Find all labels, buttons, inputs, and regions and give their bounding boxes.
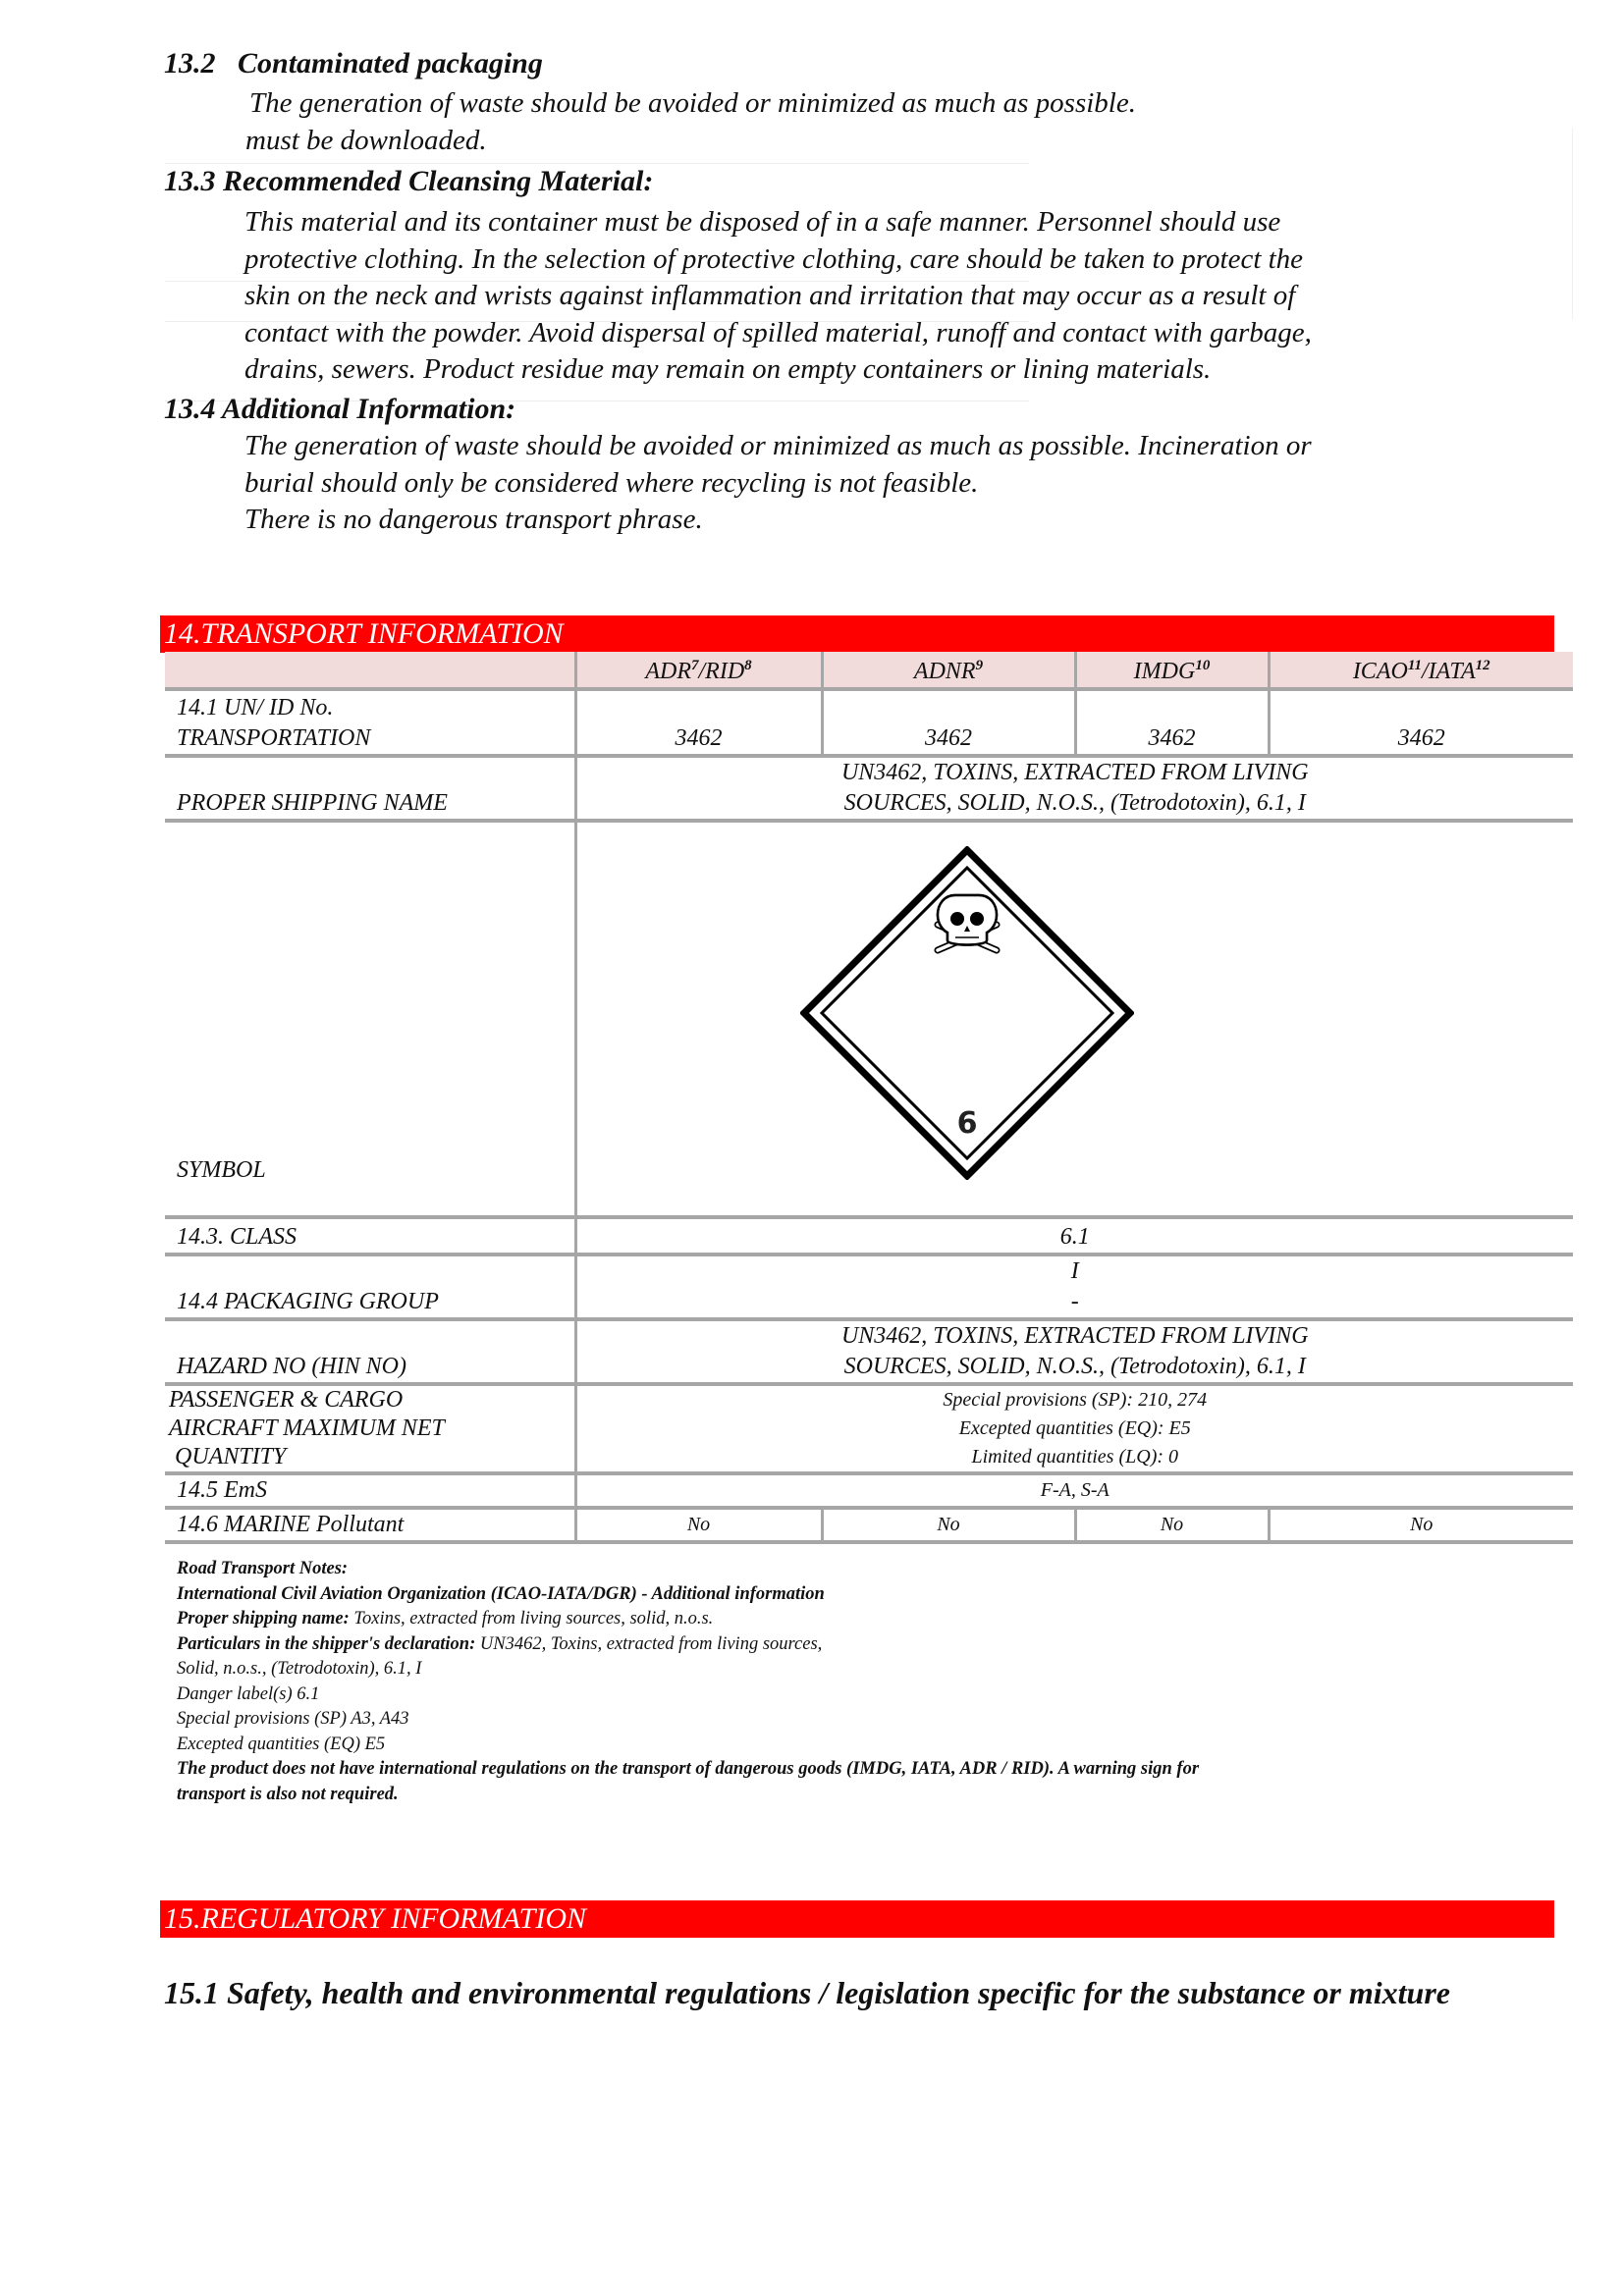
special-provisions-note: Special provisions (SP) A3, A43	[177, 1709, 409, 1729]
disclaimer-note: The product does not have international regulations on the transport of dangerous goods (IMDG, IATA, ADR / RID). A warning sign for transport is also not required.	[177, 1759, 1200, 1804]
section-13-4-text	[244, 428, 1312, 539]
proper-shipping-name-note: Proper shipping name: Toxins, extracted from living sources, solid, n.o.s.	[177, 1609, 714, 1629]
table-row-symbol	[165, 821, 1573, 1217]
icao-title: International Civil Aviation Organization (ICAO-IATA/DGR) - Additional information	[177, 1583, 825, 1604]
cell-value: 3462	[822, 689, 1075, 756]
row-label: 14.6 MARINE Pollutant	[177, 1512, 405, 1537]
row-label: PASSENGER & CARGO AIRCRAFT MAXIMUM NET QUANTITY	[169, 1387, 445, 1469]
text-line: contact with the powder. Avoid dispersal of spilled material, runoff and contact with garbage,	[244, 316, 1312, 348]
cell-value: 3462	[1269, 689, 1573, 756]
cell-value: No	[1075, 1508, 1269, 1542]
placard-class-number: 6	[956, 1106, 978, 1141]
text-line: must be downloaded.	[245, 124, 487, 156]
row-label: SYMBOL	[177, 1157, 266, 1183]
row-label: 14.3. CLASS	[177, 1224, 298, 1250]
cell-value: I -	[575, 1255, 1573, 1319]
section-14-banner: 14.TRANSPORT INFORMATION	[160, 615, 1554, 653]
table-row-marine-pollutant	[165, 1508, 1573, 1542]
text-line: burial should only be considered where recycling is not feasible.	[244, 466, 979, 499]
divider	[1572, 128, 1573, 320]
header-cell-imdg: IMDG$^{10}$	[1075, 652, 1269, 689]
header-cell-adr-rid: ADR$^7$/RID$^8$	[575, 652, 822, 689]
road-transport-notes-title: Road Transport Notes:	[177, 1559, 349, 1578]
row-label: HAZARD NO (HIN NO)	[177, 1354, 406, 1379]
table-header-row	[165, 652, 1573, 689]
symbol-cell	[575, 821, 1573, 1217]
toxic-skull-crossbones-placard-icon	[800, 846, 1134, 1180]
text-line: skin on the neck and wrists against inflammation and irritation that may occur as a result of	[244, 280, 1296, 311]
cell-value: 3462	[1075, 689, 1269, 756]
divider	[165, 163, 1029, 164]
section-15-1-heading: 15.1 Safety, health and environmental regulations / legislation specific for the substance or mixture	[164, 1975, 1450, 2010]
cell-value: No	[1269, 1508, 1573, 1542]
transport-notes	[177, 1557, 1453, 1807]
text-line: protective clothing. In the selection of protective clothing, care should be taken to protect the	[244, 242, 1304, 275]
cell-value: 3462	[575, 689, 822, 756]
cell-value: No	[575, 1508, 822, 1542]
text-line: The generation of waste should be avoided or minimized as much as possible. Incineration or	[244, 430, 1312, 461]
row-label: 14.4 PACKAGING GROUP	[177, 1289, 439, 1314]
cell-value: Special provisions (SP): 210, 274 Excepted quantities (EQ): E5 Limited quantities (LQ): 0	[575, 1384, 1573, 1473]
cell-value: F-A, S-A	[575, 1473, 1573, 1508]
text-line: drains, sewers. Product residue may remain on empty containers or lining materials.	[244, 353, 1212, 385]
row-label: 14.1 UN/ ID No. TRANSPORTATION	[177, 695, 371, 751]
particulars-note: Particulars in the shipper's declaration: UN3462, Toxins, extracted from living sources,	[177, 1633, 823, 1654]
cell-value: UN3462, TOXINS, EXTRACTED FROM LIVING SOURCES, SOLID, N.O.S., (Tetrodotoxin), 6.1, I	[575, 1319, 1573, 1384]
row-label: PROPER SHIPPING NAME	[177, 790, 448, 816]
header-cell-icao-iata: ICAO$^{11}$/IATA$^{12}$	[1269, 652, 1573, 689]
section-13-4-heading: 13.4 Additional Information:	[164, 393, 516, 425]
table-row-ems	[165, 1473, 1573, 1508]
text-line: The generation of waste should be avoided or minimized as much as possible.	[249, 87, 1136, 119]
cell-value: 6.1	[575, 1217, 1573, 1255]
table-row-aircraft-quantity	[165, 1384, 1573, 1473]
text-line: There is no dangerous transport phrase.	[244, 504, 703, 535]
header-cell-empty	[165, 652, 575, 689]
heading-number: 13.2	[164, 47, 216, 80]
header-cell-adnr: ADNR$^9$	[822, 652, 1075, 689]
cell-value: No	[822, 1508, 1075, 1542]
table-row-class	[165, 1217, 1573, 1255]
danger-label-note: Danger label(s) 6.1	[177, 1683, 320, 1704]
table-row-packaging-group	[165, 1255, 1573, 1319]
particulars-note-cont: Solid, n.o.s., (Tetrodotoxin), 6.1, I	[177, 1659, 422, 1679]
cell-value: UN3462, TOXINS, EXTRACTED FROM LIVING SOURCES, SOLID, N.O.S., (Tetrodotoxin), 6.1, I	[575, 756, 1573, 821]
section-13-3-heading: 13.3 Recommended Cleansing Material:	[164, 165, 654, 197]
table-row-un-id	[165, 689, 1573, 756]
row-label: 14.5 EmS	[177, 1477, 267, 1503]
section-13-2-heading	[164, 47, 543, 80]
section-13-2-text	[245, 85, 1136, 159]
excepted-quantities-note: Excepted quantities (EQ) E5	[177, 1734, 386, 1754]
table-row-hazard-no	[165, 1319, 1573, 1384]
heading-title: Contaminated packaging	[238, 47, 543, 80]
table-row-shipping-name	[165, 756, 1573, 821]
section-15-banner: 15.REGULATORY INFORMATION	[160, 1900, 1554, 1938]
text-line: This material and its container must be disposed of in a safe manner. Personnel should use	[244, 206, 1281, 238]
transport-table	[165, 652, 1573, 1544]
section-13-3-text	[244, 204, 1312, 389]
